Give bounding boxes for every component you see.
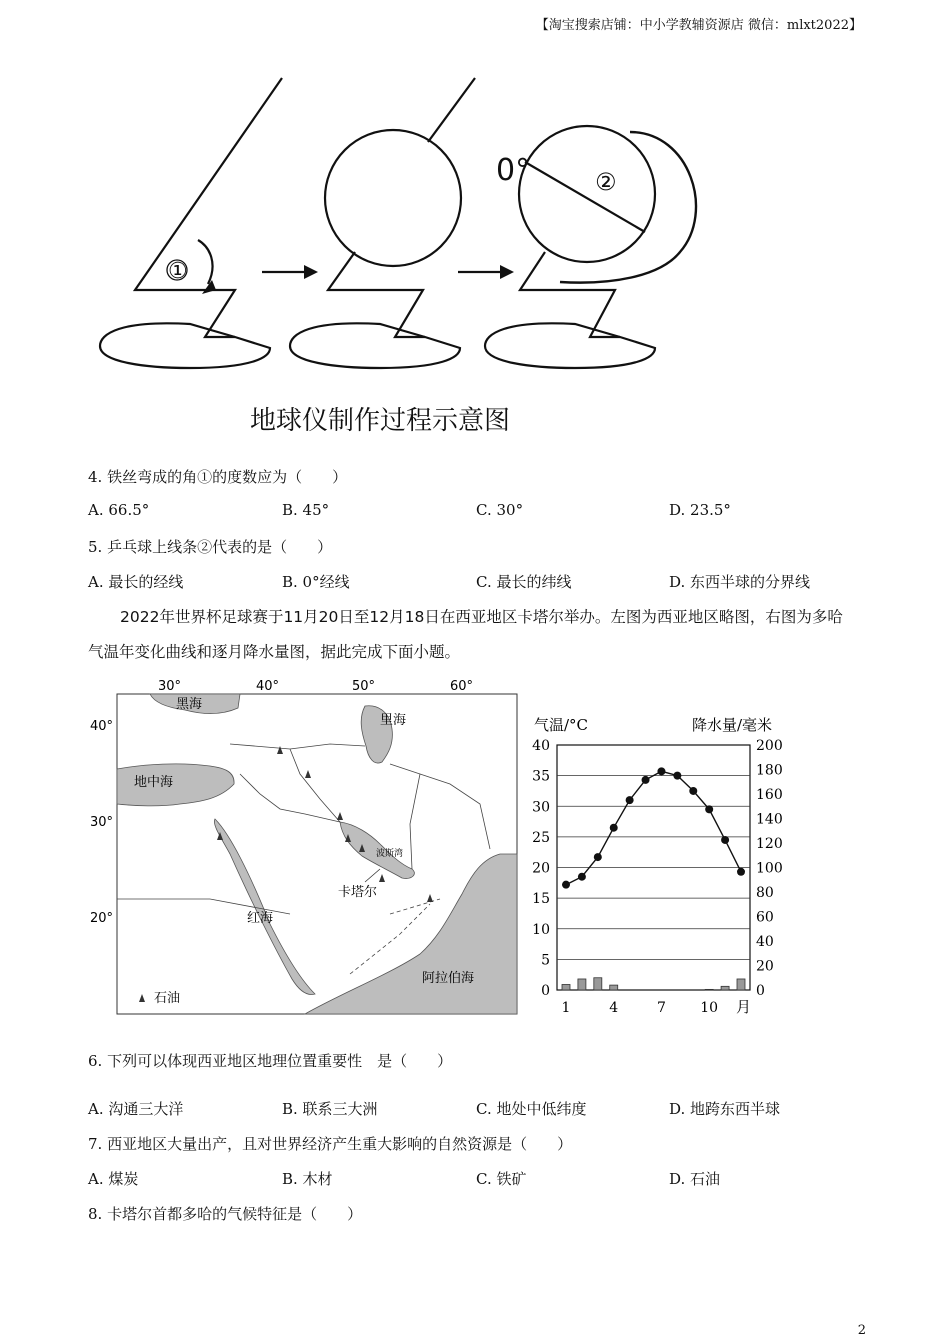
temp-tick-label: 5 xyxy=(541,952,550,969)
label-med: 地中海 xyxy=(134,775,174,790)
lat-40: 40° xyxy=(90,719,114,734)
precip-bar xyxy=(705,989,713,990)
zero-label: 0° xyxy=(496,153,531,188)
q7-option-c[interactable]: C. 铁矿 xyxy=(476,1170,527,1188)
temp-point xyxy=(578,873,586,881)
label-qatar: 卡塔尔 xyxy=(338,885,378,900)
temp-tick-label: 35 xyxy=(532,768,550,785)
month-tick-label: 4 xyxy=(609,1000,619,1016)
temp-tick-label: 15 xyxy=(532,891,550,908)
temp-point xyxy=(594,853,602,861)
precip-tick-label: 60 xyxy=(756,909,774,926)
precip-tick-label: 80 xyxy=(756,885,774,901)
precip-tick-label: 40 xyxy=(756,934,774,950)
lon-30: 30° xyxy=(158,679,182,694)
question-4: 4. 铁丝弯成的角①的度数应为（ ） xyxy=(88,468,348,486)
precip-bar xyxy=(737,979,745,990)
label-red-sea: 红海 xyxy=(247,911,274,926)
lon-60: 60° xyxy=(450,679,474,694)
precip-tick-label: 120 xyxy=(756,836,783,852)
ring-stage-3 xyxy=(560,132,696,283)
temp-point xyxy=(721,836,729,844)
q6-option-c[interactable]: C. 地处中低纬度 xyxy=(476,1100,587,1118)
passage: 2022年世界杯足球赛于11月20日至12月18日在西亚地区卡塔尔举办。左图为西亚地区略图，右图为多哈气温年变化曲线和逐月降水量图，据此完成下面小题。 xyxy=(88,608,843,661)
temp-tick-label: 40 xyxy=(532,738,550,754)
lon-50: 50° xyxy=(352,679,376,694)
temp-tick-label: 30 xyxy=(532,799,550,816)
precip-tick-label: 20 xyxy=(756,958,774,975)
q4-option-b[interactable]: B. 45° xyxy=(282,501,330,519)
lon-40: 40° xyxy=(256,679,280,694)
precip-tick-label: 100 xyxy=(756,860,783,877)
temp-tick-label: 20 xyxy=(532,860,550,877)
q7-option-a[interactable]: A. 煤炭 xyxy=(88,1170,139,1188)
question-8: 8. 卡塔尔首都多哈的气候特征是（ ） xyxy=(88,1205,363,1223)
precip-tick-label: 160 xyxy=(756,787,783,803)
temp-tick-label: 10 xyxy=(532,921,550,938)
precip-tick-label: 180 xyxy=(756,762,783,779)
question-5: 5. 乒乓球上线条②代表的是（ ） xyxy=(88,538,333,556)
q7-option-b[interactable]: B. 木材 xyxy=(282,1170,333,1188)
lat-30: 30° xyxy=(90,815,114,830)
month-tick-label: 10 xyxy=(700,1000,719,1016)
label-arabian-sea: 阿拉伯海 xyxy=(422,971,475,986)
q7-option-d[interactable]: D. 石油 xyxy=(669,1170,721,1188)
temp-point xyxy=(705,805,713,813)
west-asia-map xyxy=(90,674,522,1019)
precip-bar xyxy=(721,986,729,990)
base-stage-1 xyxy=(100,323,270,368)
line-label: ② xyxy=(595,168,617,196)
q6-option-d[interactable]: D. 地跨东西半球 xyxy=(669,1100,781,1118)
shop-header: 【淘宝搜索店铺：中小学教辅资源店 微信：mlxt2022】 xyxy=(535,18,862,33)
q6-option-b[interactable]: B. 联系三大洲 xyxy=(282,1100,378,1118)
q4-option-c[interactable]: C. 30° xyxy=(476,501,524,519)
ball-stage-2 xyxy=(325,130,461,266)
precip-bar xyxy=(610,985,618,990)
base-stage-2 xyxy=(290,323,460,368)
q5-option-b[interactable]: B. 0°经线 xyxy=(282,573,350,591)
temp-point xyxy=(642,776,650,784)
precip-tick-label: 140 xyxy=(756,811,783,828)
figure-caption: 地球仪制作过程示意图 xyxy=(250,406,511,436)
question-6: 6. 下列可以体现西亚地区地理位置重要性 是（ ） xyxy=(88,1052,453,1070)
angle-arrow xyxy=(198,240,213,284)
base-stage-3 xyxy=(485,323,655,368)
q4-option-d[interactable]: D. 23.5° xyxy=(669,501,731,519)
temp-point xyxy=(610,824,618,832)
x-unit: 月 xyxy=(736,998,752,1016)
label-black-sea: 黑海 xyxy=(176,697,203,712)
temp-point xyxy=(689,787,697,795)
page-number: 2 xyxy=(857,1323,866,1338)
precip-bar xyxy=(594,978,602,990)
q5-option-d[interactable]: D. 东西半球的分界线 xyxy=(669,573,811,591)
precip-tick-label: 0 xyxy=(756,983,765,999)
label-persian-gulf: 波斯湾 xyxy=(376,849,404,859)
q5-option-a[interactable]: A. 最长的经线 xyxy=(88,573,184,591)
temp-point xyxy=(657,767,665,775)
globe-making-diagram xyxy=(90,72,810,392)
q5-option-c[interactable]: C. 最长的纬线 xyxy=(476,573,572,591)
temp-tick-label: 0 xyxy=(541,983,550,999)
label-caspian: 里海 xyxy=(380,713,407,728)
question-7: 7. 西亚地区大量出产，且对世界经济产生重大影响的自然资源是（ ） xyxy=(88,1135,573,1153)
temp-tick-label: 25 xyxy=(532,829,550,846)
temp-axis-label: 气温/°C xyxy=(534,716,589,734)
ball-stage-3 xyxy=(519,126,655,262)
wire-stage-1 xyxy=(135,78,282,337)
temp-point xyxy=(737,868,745,876)
temp-point xyxy=(562,881,570,889)
precip-tick-label: 200 xyxy=(756,738,783,754)
q6-option-a[interactable]: A. 沟通三大洋 xyxy=(88,1100,184,1118)
month-tick-label: 7 xyxy=(656,1000,666,1016)
angle-label: ① xyxy=(168,259,188,284)
legend-oil-label: 石油 xyxy=(154,991,181,1006)
month-tick-label: 1 xyxy=(561,1000,571,1016)
precip-bar xyxy=(578,979,586,990)
climate-chart xyxy=(522,710,792,1020)
precip-axis-label: 降水量/毫米 xyxy=(692,716,773,734)
precip-bar xyxy=(562,984,570,990)
lat-20: 20° xyxy=(90,911,114,926)
line-2 xyxy=(525,162,645,232)
temp-point xyxy=(673,772,681,780)
q4-option-a[interactable]: A. 66.5° xyxy=(88,501,150,519)
temp-point xyxy=(626,796,634,804)
